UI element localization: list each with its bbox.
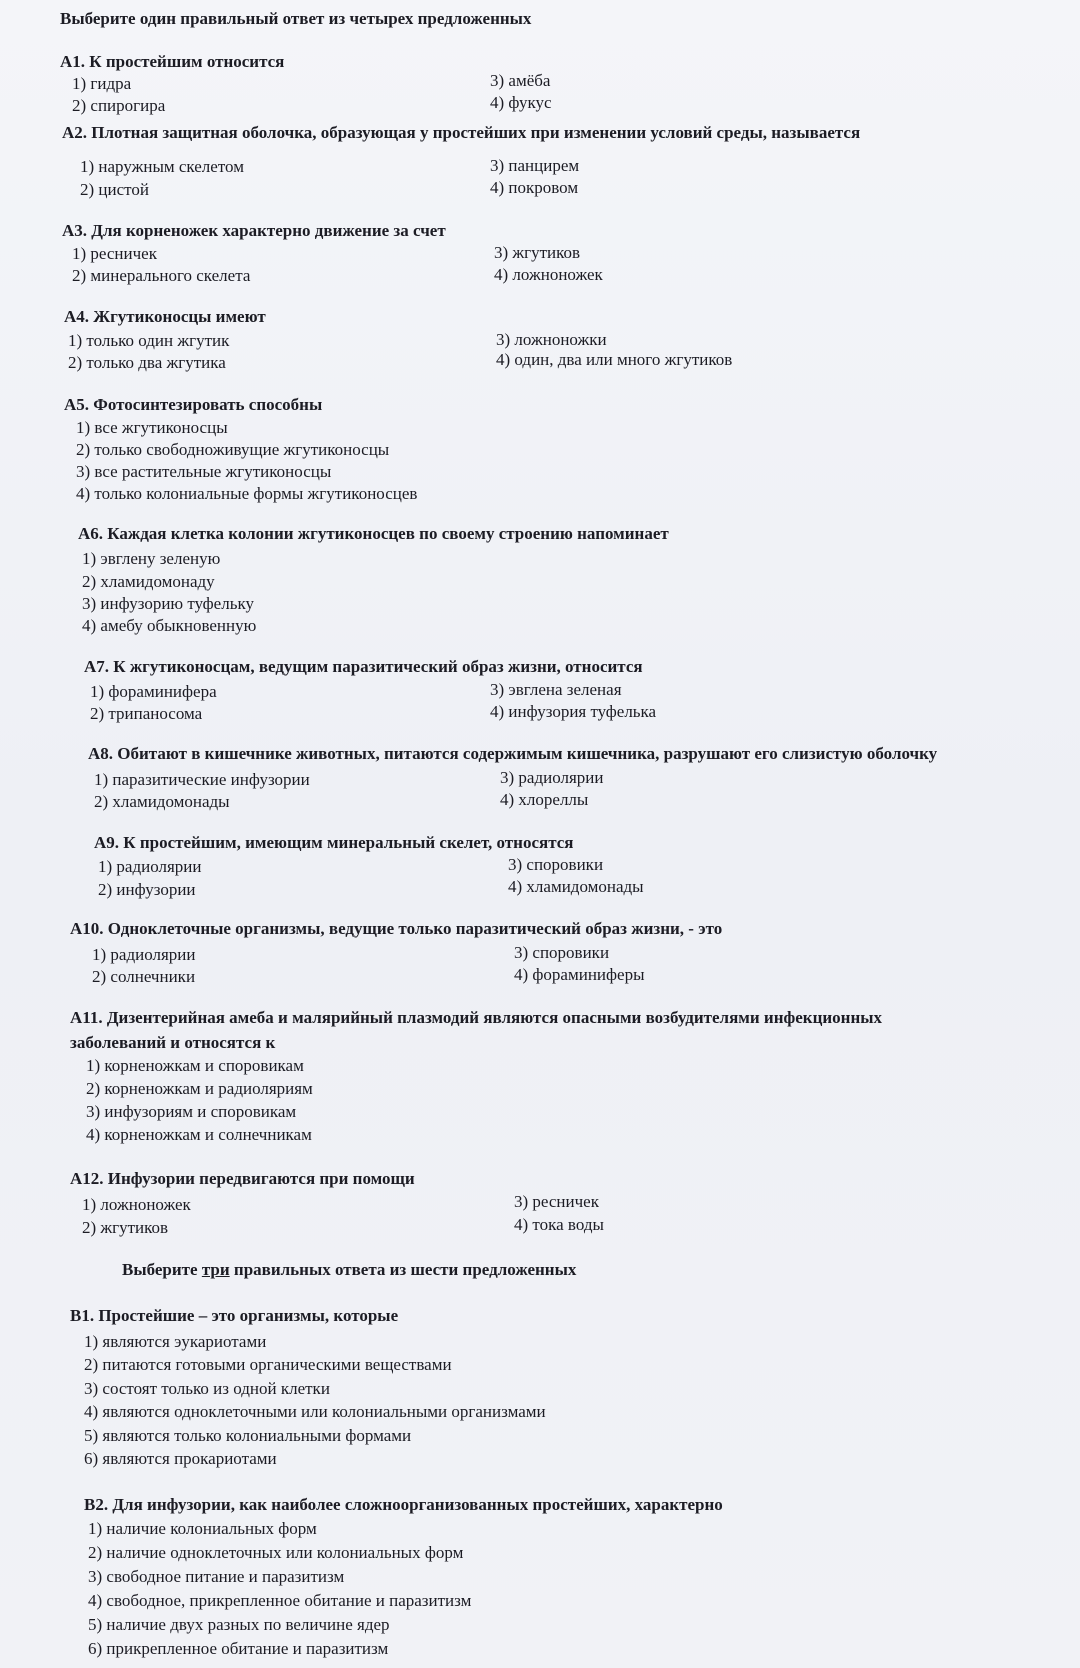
- answer-option: 1) радиолярии: [98, 857, 202, 876]
- answer-option: 6) являются прокариотами: [84, 1449, 277, 1468]
- answer-option: 1) только один жгутик: [68, 331, 230, 350]
- answer-option: 1) все жгутиконосцы: [76, 418, 228, 437]
- answer-option: 3) панцирем: [490, 156, 580, 175]
- answer-option: 4) корненожкам и солнечникам: [86, 1125, 312, 1144]
- answer-option: 4) фораминиферы: [514, 965, 645, 984]
- answer-option: 2) только свободноживущие жгутиконосцы: [76, 440, 390, 459]
- question-title: А2. Плотная защитная оболочка, образующая у простейших при изменении условий среды, называется: [62, 123, 861, 142]
- answer-option: 4) амебу обыкновенную: [82, 616, 257, 635]
- question-title: А8. Обитают в кишечнике животных, питаются содержимым кишечника, разрушают его слизистую оболочку: [88, 744, 938, 763]
- answer-option: 4) хлореллы: [500, 790, 589, 809]
- instruction-header-b: Выберите три правильных ответа из шести предложенных: [122, 1260, 577, 1279]
- answer-option: 4) инфузория туфелька: [490, 702, 657, 721]
- answer-option: 4) только колониальные формы жгутиконосцев: [76, 484, 418, 503]
- answer-option: 2) минерального скелета: [72, 266, 251, 285]
- answer-option: 4) один, два или много жгутиков: [496, 350, 733, 369]
- answer-option: 4) фукус: [490, 93, 552, 112]
- question-title: А7. К жгутиконосцам, ведущим паразитический образ жизни, относится: [84, 657, 643, 676]
- answer-option: 2) инфузории: [98, 880, 196, 899]
- answer-option: 3) амёба: [490, 71, 551, 90]
- answer-option: 2) наличие одноклеточных или колониальных форм: [88, 1543, 464, 1562]
- answer-option: 3) споровики: [514, 943, 610, 962]
- answer-option: 1) гидра: [72, 74, 132, 93]
- question-title: В1. Простейшие – это организмы, которые: [70, 1306, 399, 1325]
- answer-option: 2) питаются готовыми органическими веществами: [84, 1355, 452, 1374]
- answer-option: 3) инфузориям и споровикам: [86, 1102, 297, 1121]
- answer-option: 3) ложноножки: [496, 330, 607, 349]
- answer-option: 1) ресничек: [72, 244, 157, 263]
- question-title: А6. Каждая клетка колонии жгутиконосцев по своему строению напоминает: [78, 524, 669, 543]
- answer-option: 1) корненожкам и споровикам: [86, 1056, 304, 1075]
- answer-option: 3) споровики: [508, 855, 604, 874]
- question-title: В2. Для инфузории, как наиболее сложноорганизованных простейших, характерно: [84, 1495, 723, 1514]
- answer-option: 3) все растительные жгутиконосцы: [76, 462, 332, 481]
- answer-option: 2) трипаносома: [90, 704, 203, 723]
- answer-option: 1) являются эукариотами: [84, 1332, 267, 1351]
- answer-option: 3) ресничек: [514, 1192, 599, 1211]
- question-title-continued: заболеваний и относятся к: [70, 1033, 276, 1052]
- answer-option: 6) прикрепленное обитание и паразитизм: [88, 1639, 389, 1658]
- answer-option: 1) эвглену зеленую: [82, 549, 221, 568]
- answer-option: 2) солнечники: [92, 967, 196, 986]
- answer-option: 4) тока воды: [514, 1215, 604, 1234]
- answer-option: 1) наличие колониальных форм: [88, 1519, 317, 1538]
- question-title: А12. Инфузории передвигаются при помощи: [70, 1169, 415, 1188]
- question-title: А5. Фотосинтезировать способны: [64, 395, 323, 414]
- answer-option: 3) состоят только из одной клетки: [84, 1379, 330, 1398]
- answer-option: 3) свободное питание и паразитизм: [88, 1567, 345, 1586]
- answer-option: 1) фораминифера: [90, 682, 217, 701]
- answer-option: 1) наружным скелетом: [80, 157, 244, 176]
- answer-option: 1) паразитические инфузории: [94, 770, 310, 789]
- answer-option: 1) ложноножек: [82, 1195, 191, 1214]
- answer-option: 2) цистой: [80, 180, 149, 199]
- answer-option: 3) эвглена зеленая: [490, 680, 622, 699]
- answer-option: 2) корненожкам и радиоляриям: [86, 1079, 313, 1098]
- answer-option: 4) хламидомонады: [508, 877, 644, 896]
- instruction-header: Выберите один правильный ответ из четырех предложенных: [60, 9, 532, 28]
- question-title: А4. Жгутиконосцы имеют: [64, 307, 266, 326]
- answer-option: 1) радиолярии: [92, 945, 196, 964]
- answer-option: 2) хламидомонады: [94, 792, 230, 811]
- answer-option: 4) свободное, прикрепленное обитание и паразитизм: [88, 1591, 472, 1610]
- question-title: А3. Для корненожек характерно движение за счет: [62, 221, 446, 240]
- question-title: А10. Одноклеточные организмы, ведущие только паразитический образ жизни, - это: [70, 919, 723, 938]
- question-title: А9. К простейшим, имеющим минеральный скелет, относятся: [94, 833, 574, 852]
- answer-option: 5) наличие двух разных по величине ядер: [88, 1615, 390, 1634]
- answer-option: 4) ложноножек: [494, 265, 603, 284]
- answer-option: 4) покровом: [490, 178, 579, 197]
- answer-option: 4) являются одноклеточными или колониальными организмами: [84, 1402, 546, 1421]
- question-title: А1. К простейшим относится: [60, 52, 285, 71]
- answer-option: 2) только два жгутика: [68, 353, 226, 372]
- answer-option: 2) жгутиков: [82, 1218, 169, 1237]
- answer-option: 3) радиолярии: [500, 768, 604, 787]
- question-title: А11. Дизентерийная амеба и малярийный плазмодий являются опасными возбудителями инфекционных: [70, 1008, 883, 1027]
- answer-option: 5) являются только колониальными формами: [84, 1426, 412, 1445]
- answer-option: 2) хламидомонаду: [82, 572, 215, 591]
- answer-option: 3) жгутиков: [494, 243, 581, 262]
- answer-option: 2) спирогира: [72, 96, 166, 115]
- answer-option: 3) инфузорию туфельку: [82, 594, 254, 613]
